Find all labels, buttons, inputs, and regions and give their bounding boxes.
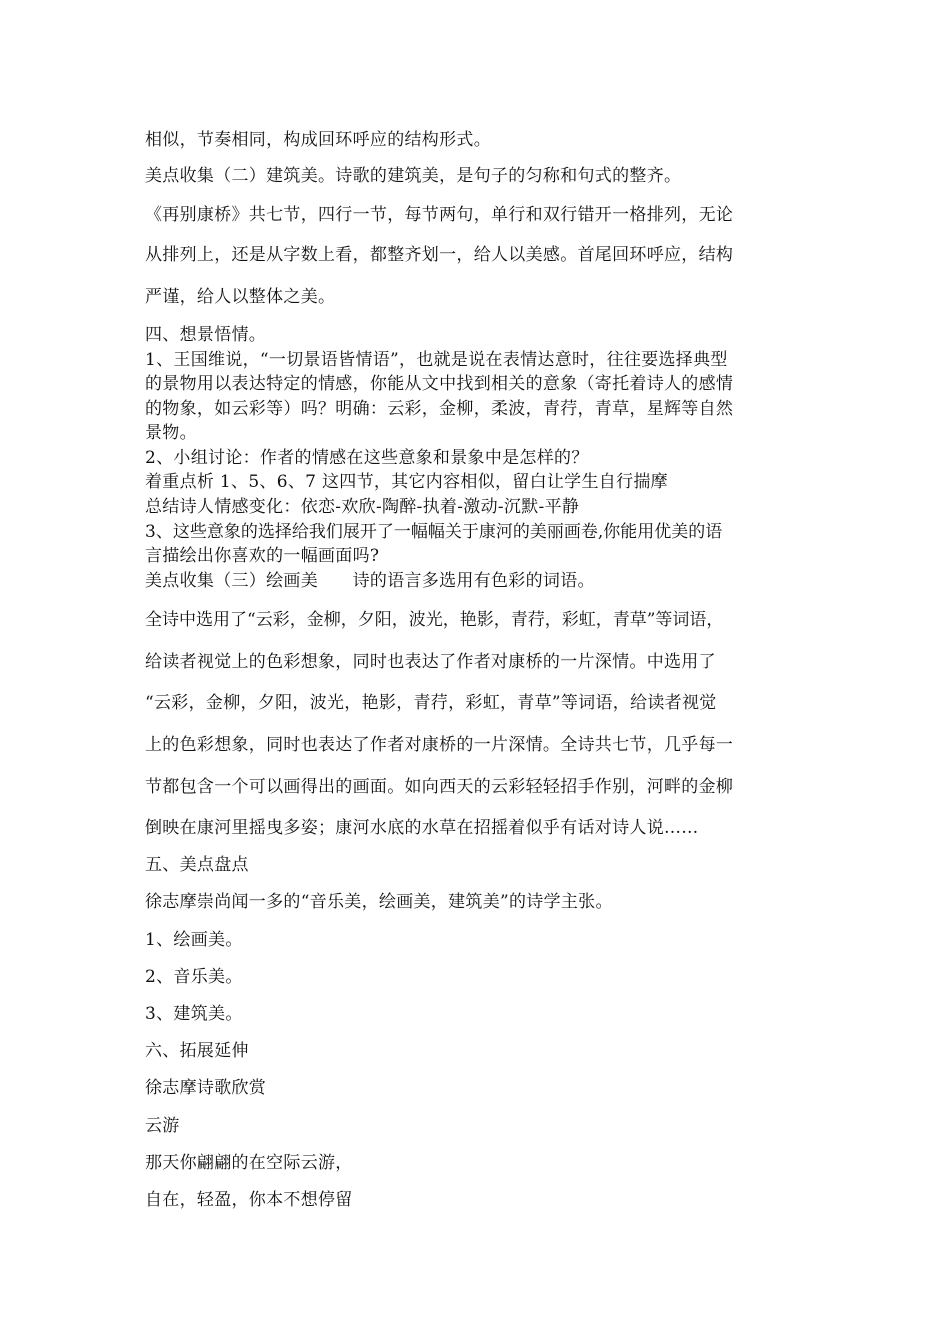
- poem-line: 自在，轻盈，你本不想停留: [145, 1190, 353, 1210]
- text-line: 美点收集（二）建筑美。诗歌的建筑美，是句子的匀称和句式的整齐。: [145, 166, 682, 186]
- text-line: 3、这些意象的选择给我们展开了一幅幅关于康河的美丽画卷,你能用优美的语: [145, 522, 723, 542]
- text-line: 给读者视觉上的色彩想象，同时也表达了作者对康桥的一片深情。中选用了: [145, 652, 716, 672]
- list-item: 1、绘画美。: [145, 930, 243, 950]
- text-line: “云彩，金柳，夕阳，波光，艳影，青荇，彩虹，青草”等词语，给读者视觉: [145, 693, 717, 713]
- text-line: 着重点析 1、5、6、7 这四节，其它内容相似，留白让学生自行揣摩: [145, 472, 668, 492]
- text-line: 美点收集（三）绘画美 诗的语言多选用有色彩的词语。: [145, 571, 595, 591]
- text-line: 相似，节奏相同，构成回环呼应的结构形式。: [145, 130, 491, 150]
- text-line: 徐志摩诗歌欣赏: [145, 1078, 267, 1098]
- text-line: 节都包含一个可以画得出的画面。如向西天的云彩轻轻招手作别，河畔的金柳: [145, 777, 734, 797]
- text-line: 从排列上，还是从字数上看，都整齐划一，给人以美感。首尾回环呼应，结构: [145, 245, 734, 265]
- text-line: 上的色彩想象，同时也表达了作者对康桥的一片深情。全诗共七节，几乎每一: [145, 735, 734, 755]
- text-line: 2、小组讨论：作者的情感在这些意象和景象中是怎样的？: [145, 448, 589, 468]
- list-item: 3、建筑美。: [145, 1004, 243, 1024]
- text-line: 总结诗人情感变化：依恋-欢欣-陶醉-执着-激动-沉默-平静: [145, 497, 580, 517]
- text-line: 的景物用以表达特定的情感，你能从文中找到相关的意象（寄托着诗人的感情: [145, 374, 734, 394]
- text-line: 全诗中选用了“云彩，金柳，夕阳，波光，艳影，青荇，彩虹，青草”等词语，: [145, 610, 724, 630]
- section-heading: 六、拓展延伸: [145, 1041, 249, 1061]
- text-line: 倒映在康河里摇曳多姿；康河水底的水草在招摇着似乎有话对诗人说……: [145, 818, 699, 838]
- poem-line: 那天你翩翩的在空际云游，: [145, 1153, 353, 1173]
- text-line: 言描绘出你喜欢的一幅画面吗?: [145, 546, 380, 566]
- section-heading: 五、美点盘点: [145, 855, 249, 875]
- text-line: 徐志摩崇尚闻一多的“音乐美，绘画美，建筑美”的诗学主张。: [145, 892, 613, 912]
- text-line: 景物。: [145, 423, 197, 443]
- text-line: 的物象，如云彩等）吗？明确：云彩，金柳，柔波，青荇，青草，星辉等自然: [145, 399, 734, 419]
- list-item: 2、音乐美。: [145, 967, 243, 987]
- text-line: 《再别康桥》共七节，四行一节，每节两句，单行和双行错开一格排列，无论: [145, 205, 734, 225]
- section-heading: 四、想景悟情。: [145, 325, 267, 345]
- poem-title: 云游: [145, 1116, 180, 1136]
- text-line: 严谨，给人以整体之美。: [145, 287, 336, 307]
- text-line: 1、王国维说，“一切景语皆情语”，也就是说在表情达意时，往往要选择典型: [145, 350, 728, 370]
